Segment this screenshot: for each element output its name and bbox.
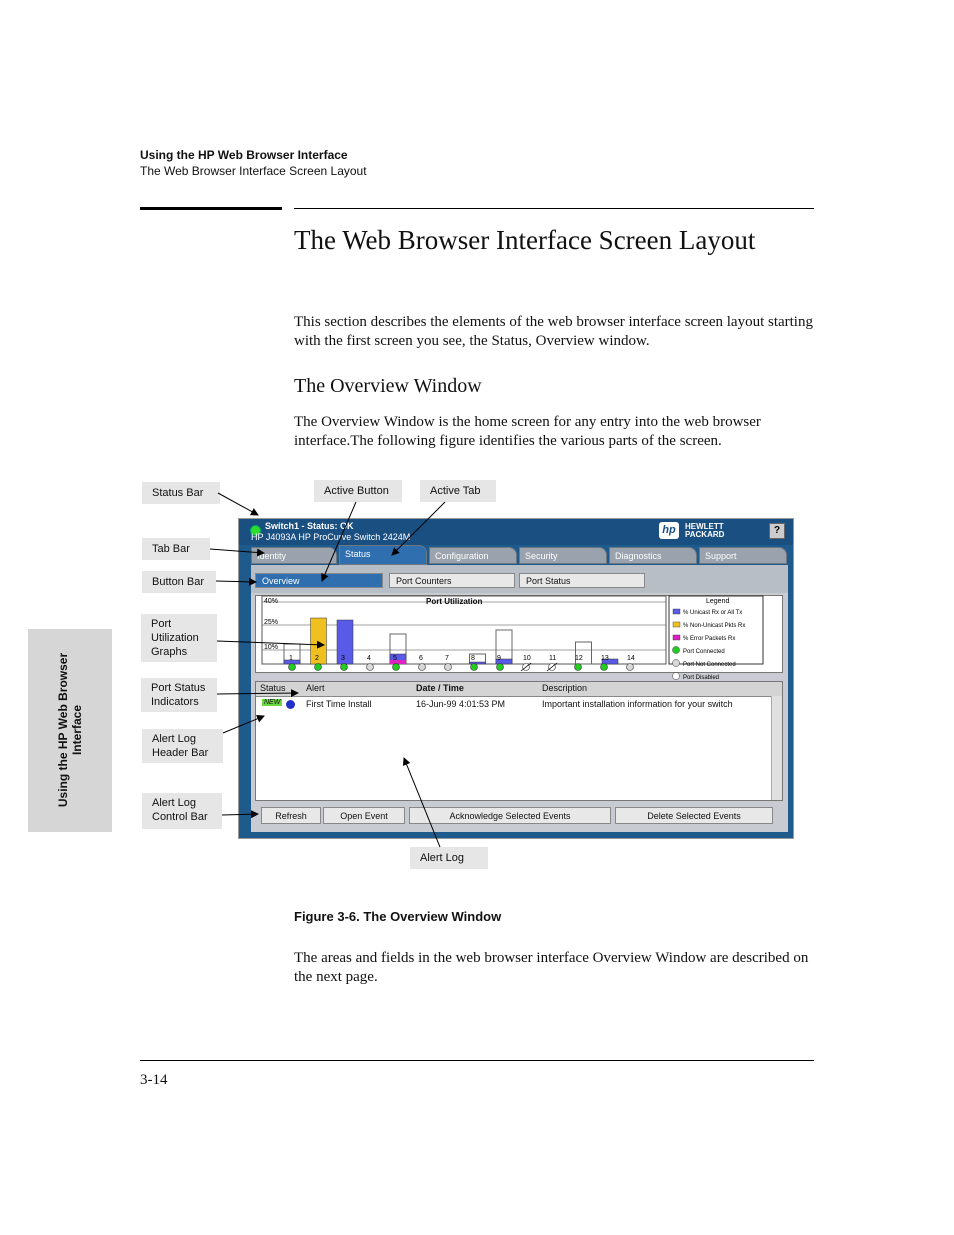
port-number-label: 3 <box>341 655 345 662</box>
arrow-alert-header <box>223 716 264 733</box>
alert-col-alert[interactable]: Alert <box>306 683 325 693</box>
footer-rule <box>140 1060 814 1061</box>
page-number: 3-14 <box>140 1072 168 1088</box>
arrow-port-util <box>217 641 324 645</box>
port-number-label: 13 <box>601 655 609 662</box>
side-tab-line2: Interface <box>70 704 84 756</box>
help-button[interactable]: ? <box>769 523 785 539</box>
port-number-label: 9 <box>497 655 501 662</box>
acknowledge-selected-events-button[interactable]: Acknowledge Selected Events <box>409 807 611 824</box>
tab-security[interactable]: Security <box>519 547 607 564</box>
section-subheading: The Overview Window <box>294 375 482 397</box>
hp-logo-line2: PACKARD <box>685 530 725 539</box>
callout-alert-log: Alert Log <box>410 847 488 869</box>
arrow-active-tab <box>392 502 445 555</box>
arrow-port-status <box>217 693 298 694</box>
alert-row-description: Important installation information for your switch <box>542 699 733 709</box>
arrow-button-bar <box>216 581 256 582</box>
port-number-label: 7 <box>445 655 449 662</box>
running-header-chapter: Using the HP Web Browser Interface <box>140 148 348 162</box>
callout-status-bar: Status Bar <box>142 482 220 504</box>
port-counters-button[interactable]: Port Counters <box>389 573 515 588</box>
intro-paragraph: This section describes the elements of the web browser interface screen layout starting with the first screen you see, the Status, Overview window. <box>294 314 813 349</box>
legend-label: % Error Packets Rx <box>683 636 736 642</box>
callout-active-tab: Active Tab <box>420 480 496 502</box>
port-number-label: 14 <box>627 655 635 662</box>
port-number-label: 6 <box>419 655 423 662</box>
new-badge-icon: NEW <box>264 699 281 706</box>
alert-col-description[interactable]: Description <box>542 683 588 693</box>
graph-scale-label: 25% <box>264 619 279 626</box>
port-number-label: 5 <box>393 655 397 662</box>
figure-caption: Figure 3-6. The Overview Window <box>294 909 502 924</box>
port-number-label: 8 <box>471 655 475 662</box>
graph-title: Port Utilization <box>426 597 483 606</box>
port-number-label: 11 <box>549 655 557 662</box>
callout-active-button: Active Button <box>314 480 402 502</box>
callout-port-util-line2: Utilization <box>151 632 199 644</box>
side-tab-line1: Using the HP Web Browser <box>56 652 70 808</box>
port-number-label: 2 <box>315 655 319 662</box>
port-status-button[interactable]: Port Status <box>519 573 645 588</box>
callout-button-bar: Button Bar <box>142 571 216 593</box>
port-number-label: 10 <box>523 655 531 662</box>
legend-title: Legend <box>706 598 730 605</box>
callout-port-util-line3: Graphs <box>151 646 188 658</box>
tab-diagnostics[interactable]: Diagnostics <box>609 547 697 564</box>
graph-scale-label: 10% <box>264 644 279 651</box>
callout-alert-header-line1: Alert Log <box>152 733 197 745</box>
tab-support[interactable]: Support <box>699 547 787 564</box>
closing-paragraph: The areas and fields in the web browser interface Overview Window are described on the next page. <box>294 950 809 985</box>
callout-tab-bar: Tab Bar <box>142 538 210 560</box>
legend-label: Port Connected <box>683 649 725 655</box>
legend-label: Port Not Connected <box>683 662 736 668</box>
alert-col-status[interactable]: Status <box>260 683 286 693</box>
hp-mark-icon: hp <box>659 522 679 539</box>
callout-port-util-line1: Port <box>151 618 172 630</box>
callout-port-status-line2: Indicators <box>151 696 199 708</box>
status-line-1: Switch1 - Status: OK <box>265 521 354 531</box>
port-number-label: 4 <box>367 655 371 662</box>
callout-port-status-line1: Port Status <box>151 682 206 694</box>
arrow-status-bar <box>218 493 258 515</box>
refresh-button[interactable]: Refresh <box>261 807 321 824</box>
overview-button[interactable]: Overview <box>255 573 383 588</box>
tab-configuration[interactable]: Configuration <box>429 547 517 564</box>
legend-label: % Non-Unicast Pkts Rx <box>683 623 746 629</box>
arrow-tab-bar <box>210 549 264 553</box>
arrow-alert-log <box>404 758 440 847</box>
graph-scale-label: 40% <box>264 598 279 605</box>
alert-row-date: 16-Jun-99 4:01:53 PM <box>416 699 506 709</box>
running-header-section: The Web Browser Interface Screen Layout <box>140 164 367 178</box>
status-line-2: HP J4093A HP ProCurve Switch 2424M <box>251 532 411 542</box>
alert-col-date[interactable]: Date / Time <box>416 683 464 693</box>
delete-selected-events-button[interactable]: Delete Selected Events <box>615 807 773 824</box>
arrow-active-button <box>322 502 356 581</box>
callout-alert-control-line2: Control Bar <box>152 811 208 823</box>
port-number-label: 12 <box>575 655 583 662</box>
legend-label: % Unicast Rx or All Tx <box>683 610 743 616</box>
hp-logo-line1: HEWLETT <box>685 522 724 531</box>
tab-identity[interactable]: Identity <box>251 547 337 564</box>
callout-alert-control-line1: Alert Log <box>152 797 197 809</box>
legend-label: Port Disabled <box>683 675 720 681</box>
alert-row-alert: First Time Install <box>306 699 372 709</box>
open-event-button[interactable]: Open Event <box>323 807 405 824</box>
callout-alert-header-line2: Header Bar <box>152 747 209 759</box>
arrow-alert-control <box>222 814 258 815</box>
port-number-label: 1 <box>289 655 293 662</box>
overview-paragraph: The Overview Window is the home screen for any entry into the web browser interface.The following figure identifies the various parts of the screen. <box>294 414 761 449</box>
page-title: The Web Browser Interface Screen Layout <box>294 225 756 255</box>
tab-status[interactable]: Status <box>339 545 427 565</box>
